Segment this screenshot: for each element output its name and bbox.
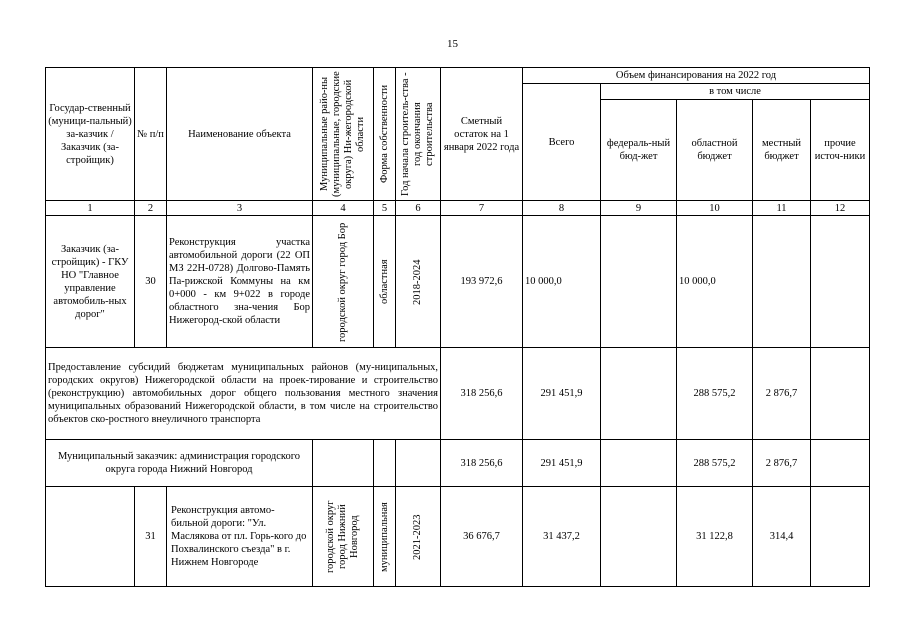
row-number: 31 xyxy=(135,487,167,587)
row-customer xyxy=(46,487,135,587)
table-row xyxy=(46,348,870,440)
header-funding-group: Объем финансирования на 2022 год xyxy=(523,68,870,84)
row-object-name: Реконструкция автомо-бильной дороги: "Ул. Маслякова от пл. Горь-кого до Похвалинского съезда" в г. Нижнем Новгороде xyxy=(167,487,313,587)
table-row xyxy=(46,487,870,587)
subsidy-federal xyxy=(601,348,677,440)
subsidy-local: 2 876,7 xyxy=(753,348,811,440)
header-federal: федераль-ный бюд-жет xyxy=(601,100,677,201)
row-local xyxy=(753,216,811,348)
page-number: 15 xyxy=(447,38,458,50)
row-other xyxy=(811,216,870,348)
col-number: 1 xyxy=(46,201,135,216)
header-ownership: Форма собственности xyxy=(374,68,396,201)
col-number: 12 xyxy=(811,201,870,216)
subsidy-description: Предоставление субсидий бюджетам муниципальных районов (му-ниципальных, городских округов) Нижегородской области на проек-тирование и строительство (реконструкцию) автомобильных дорог общего пользования местного значения муниципальных образований Нижегородской области, в том числе на строительство объектов ско-ростного внеуличного транспорта xyxy=(46,348,441,440)
municipal-empty-cell xyxy=(396,440,441,487)
header-municipality: Муниципальные райо-ны (муниципальные, городские округа) Ни-жегородской области xyxy=(313,68,374,201)
municipal-total: 291 451,9 xyxy=(523,440,601,487)
col-number: 4 xyxy=(313,201,374,216)
col-number: 6 xyxy=(396,201,441,216)
row-other xyxy=(811,487,870,587)
row-years: 2018-2024 xyxy=(396,216,441,348)
municipal-local: 2 876,7 xyxy=(753,440,811,487)
header-years: Год начала строитель-ства - год окончания строительства xyxy=(396,68,441,201)
row-balance: 36 676,7 xyxy=(441,487,523,587)
financing-table xyxy=(45,67,870,587)
col-number: 2 xyxy=(135,201,167,216)
row-ownership: областная xyxy=(374,216,396,348)
row-ownership: муниципальная xyxy=(374,487,396,587)
col-number: 3 xyxy=(167,201,313,216)
col-number: 8 xyxy=(523,201,601,216)
municipal-other xyxy=(811,440,870,487)
row-local: 314,4 xyxy=(753,487,811,587)
header-object-name: Наименование объекта xyxy=(167,68,313,201)
municipal-regional: 288 575,2 xyxy=(677,440,753,487)
col-number: 7 xyxy=(441,201,523,216)
header-balance: Сметный остаток на 1 января 2022 года xyxy=(441,68,523,201)
header-local: местный бюджет xyxy=(753,100,811,201)
row-regional: 10 000,0 xyxy=(677,216,753,348)
row-federal xyxy=(601,216,677,348)
col-number: 9 xyxy=(601,201,677,216)
table-row xyxy=(46,440,870,487)
subsidy-other xyxy=(811,348,870,440)
table-row xyxy=(46,216,870,348)
header-regional: областной бюджет xyxy=(677,100,753,201)
row-number: 30 xyxy=(135,216,167,348)
row-years: 2021-2023 xyxy=(396,487,441,587)
subsidy-balance: 318 256,6 xyxy=(441,348,523,440)
row-municipality: городской округ город Бор xyxy=(313,216,374,348)
row-balance: 193 972,6 xyxy=(441,216,523,348)
col-number: 10 xyxy=(677,201,753,216)
header-number: № п/п xyxy=(135,68,167,201)
header-other: прочие источ-ники xyxy=(811,100,870,201)
subsidy-regional: 288 575,2 xyxy=(677,348,753,440)
header-including: в том числе xyxy=(601,84,870,100)
municipal-customer-text: Муниципальный заказчик: администрация городского округа города Нижний Новгород xyxy=(46,440,313,487)
col-number: 11 xyxy=(753,201,811,216)
municipal-federal xyxy=(601,440,677,487)
header-customer: Государ-ственный (муници-пальный) за-казчик / Заказчик (за-стройщик) xyxy=(46,68,135,201)
row-regional: 31 122,8 xyxy=(677,487,753,587)
row-federal xyxy=(601,487,677,587)
subsidy-total: 291 451,9 xyxy=(523,348,601,440)
row-customer: Заказчик (за-стройщик) - ГКУ НО "Главное управление автомобиль-ных дорог" xyxy=(46,216,135,348)
col-number: 5 xyxy=(374,201,396,216)
row-object-name: Реконструкция участка автомобильной дороги (22 ОП МЗ 22Н-0728) Долгово-Память Па-рижской Коммуны на км 0+000 - км 9+022 в городе областного зна-чения Бор Нижегород-ской области xyxy=(167,216,313,348)
municipal-empty-cell xyxy=(313,440,374,487)
row-total: 10 000,0 xyxy=(523,216,601,348)
municipal-empty-cell xyxy=(374,440,396,487)
row-total: 31 437,2 xyxy=(523,487,601,587)
row-municipality: городской округ город Нижний Новгород xyxy=(313,487,374,587)
municipal-balance: 318 256,6 xyxy=(441,440,523,487)
column-numbers-row xyxy=(46,201,870,216)
header-total: Всего xyxy=(523,84,601,201)
